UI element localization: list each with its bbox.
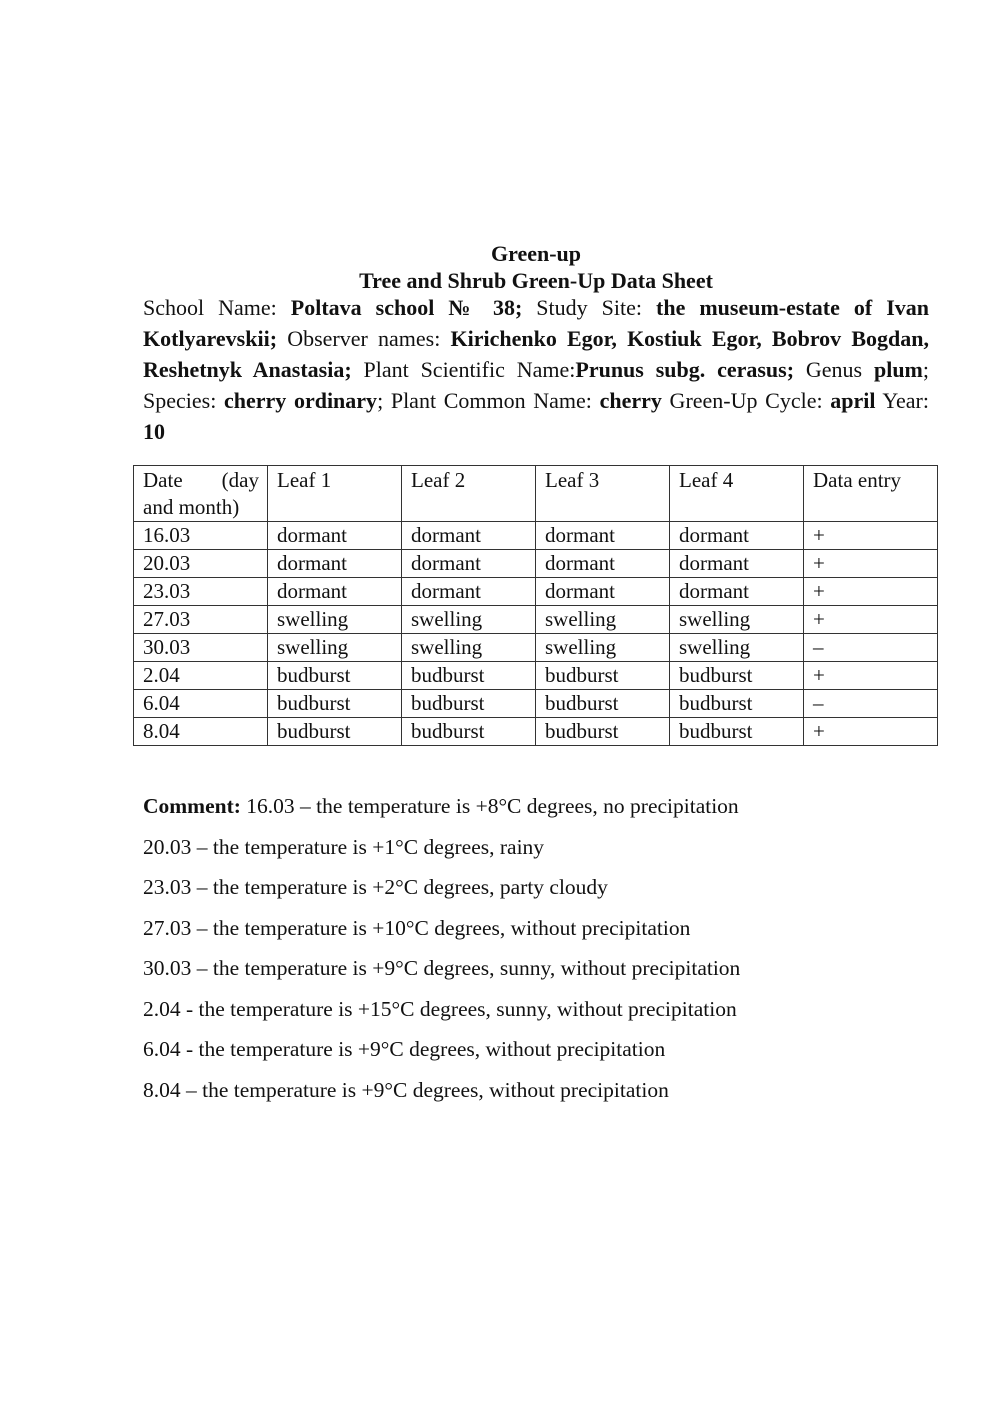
school-label: School Name: <box>143 295 291 320</box>
cell-date: 6.04 <box>134 690 268 718</box>
cycle-label: Green-Up Cycle: <box>661 388 831 413</box>
table-row <box>134 522 938 550</box>
header-leaf-3: Leaf 3 <box>536 466 670 522</box>
cell-date: 30.03 <box>134 634 268 662</box>
cell-leaf-2: dormant <box>402 522 536 550</box>
header-leaf-2: Leaf 2 <box>402 466 536 522</box>
cell-leaf-1: swelling <box>268 606 402 634</box>
cell-leaf-4: budburst <box>670 690 804 718</box>
cell-leaf-3: budburst <box>536 718 670 746</box>
comment-line <box>143 832 943 873</box>
cell-data-entry: + <box>804 718 938 746</box>
scientific-name-label: Plant Scientific Name: <box>351 357 576 382</box>
header-date-word: Date <box>143 468 183 492</box>
cell-leaf-2: budburst <box>402 718 536 746</box>
comment-label: Comment: <box>143 794 241 818</box>
comment-line <box>143 913 943 954</box>
genus-value: plum <box>873 357 923 382</box>
species-label: ; Species: <box>143 357 930 413</box>
cell-leaf-4: swelling <box>670 634 804 662</box>
comment-line <box>143 872 943 913</box>
document-subtitle: Tree and Shrub Green-Up Data Sheet <box>359 268 713 293</box>
cycle-value: april <box>830 388 876 413</box>
table-row <box>134 690 938 718</box>
cell-data-entry: + <box>804 662 938 690</box>
table-row <box>134 718 938 746</box>
comment-text: 2.04 - the temperature is +15°C degrees, sunny, without precipitation <box>143 996 737 1021</box>
cell-date: 23.03 <box>134 578 268 606</box>
cell-leaf-3: dormant <box>536 578 670 606</box>
cell-leaf-4: swelling <box>670 606 804 634</box>
site-value: the museum-estate of Ivan Kotlyarevskii; <box>143 295 930 351</box>
cell-leaf-2: budburst <box>402 662 536 690</box>
cell-leaf-4: budburst <box>670 662 804 690</box>
observers-value: Kirichenko Egor, Kostiuk Egor, Bobrov Bogdan, Reshetnyk Anastasia; <box>143 326 929 382</box>
comment-text: 23.03 – the temperature is +2°C degrees, party cloudy <box>143 875 608 899</box>
cell-leaf-2: dormant <box>402 550 536 578</box>
cell-leaf-1: budburst <box>268 718 402 746</box>
comment-line <box>143 953 943 994</box>
header-date-day: (day <box>221 468 259 492</box>
comment-text: 16.03 – the temperature is +8°C degrees, no precipitation <box>240 794 739 818</box>
cell-data-entry: + <box>804 578 938 606</box>
cell-leaf-1: swelling <box>268 634 402 662</box>
cell-data-entry: – <box>804 690 938 718</box>
header-data-entry: Data entry <box>804 466 938 522</box>
cell-date: 8.04 <box>134 718 268 746</box>
comment-text: 30.03 – the temperature is +9°C degrees, sunny, without precipitation <box>143 956 741 980</box>
cell-date: 27.03 <box>134 606 268 634</box>
cell-data-entry: + <box>804 522 938 550</box>
scientific-name-value: Prunus subg. cerasus; <box>575 357 795 382</box>
cell-leaf-3: swelling <box>536 606 670 634</box>
common-name-label: ; Plant Common Name: <box>377 388 600 413</box>
cell-leaf-1: dormant <box>268 550 402 578</box>
cell-leaf-3: budburst <box>536 690 670 718</box>
cell-leaf-4: dormant <box>670 522 804 550</box>
cell-leaf-4: dormant <box>670 550 804 578</box>
table-row <box>134 606 938 634</box>
cell-data-entry: + <box>804 606 938 634</box>
header-leaf-4: Leaf 4 <box>670 466 804 522</box>
cell-date: 16.03 <box>134 522 268 550</box>
cell-leaf-3: dormant <box>536 550 670 578</box>
site-info-paragraph <box>143 292 929 447</box>
header-date <box>134 466 268 522</box>
year-label: Year: <box>875 388 929 413</box>
table-header-row <box>134 466 938 522</box>
header-leaf-1: Leaf 1 <box>268 466 402 522</box>
table-row <box>134 550 938 578</box>
cell-leaf-1: dormant <box>268 522 402 550</box>
cell-leaf-2: swelling <box>402 606 536 634</box>
observers-label: Observer names: <box>277 326 451 351</box>
cell-data-entry: – <box>804 634 938 662</box>
cell-leaf-1: budburst <box>268 662 402 690</box>
cell-leaf-3: dormant <box>536 522 670 550</box>
cell-leaf-2: dormant <box>402 578 536 606</box>
document-title: Green-up <box>490 241 582 266</box>
comment-text: 6.04 - the temperature is +9°C degrees, without precipitation <box>143 1037 666 1061</box>
cell-date: 2.04 <box>134 662 268 690</box>
cell-leaf-1: budburst <box>268 690 402 718</box>
comment-text: 20.03 – the temperature is +1°C degrees, rainy <box>143 834 545 859</box>
comment-line <box>143 1075 943 1116</box>
year-value: 10 <box>143 419 165 444</box>
comment-text: 8.04 – the temperature is +9°C degrees, without precipitation <box>143 1077 669 1102</box>
cell-leaf-2: budburst <box>402 690 536 718</box>
cell-leaf-3: budburst <box>536 662 670 690</box>
school-value: Poltava school № 38; <box>290 295 523 320</box>
header-date-month: and month) <box>143 495 240 519</box>
green-up-table <box>133 465 938 746</box>
site-label: Study Site: <box>522 295 657 320</box>
cell-leaf-1: dormant <box>268 578 402 606</box>
cell-leaf-4: budburst <box>670 718 804 746</box>
table-row <box>134 662 938 690</box>
table-row <box>134 578 938 606</box>
cell-leaf-2: swelling <box>402 634 536 662</box>
comments-section <box>143 791 943 1115</box>
cell-date: 20.03 <box>134 550 268 578</box>
table-row <box>134 634 938 662</box>
comment-line <box>143 1034 943 1075</box>
genus-label: Genus <box>794 357 874 382</box>
cell-data-entry: + <box>804 550 938 578</box>
cell-leaf-3: swelling <box>536 634 670 662</box>
common-name-value: cherry <box>599 388 662 413</box>
comment-line <box>143 994 943 1035</box>
species-value: cherry ordinary <box>223 388 378 413</box>
comment-line <box>143 791 943 832</box>
comment-text: 27.03 – the temperature is +10°C degrees, without precipitation <box>143 915 691 940</box>
cell-leaf-4: dormant <box>670 578 804 606</box>
